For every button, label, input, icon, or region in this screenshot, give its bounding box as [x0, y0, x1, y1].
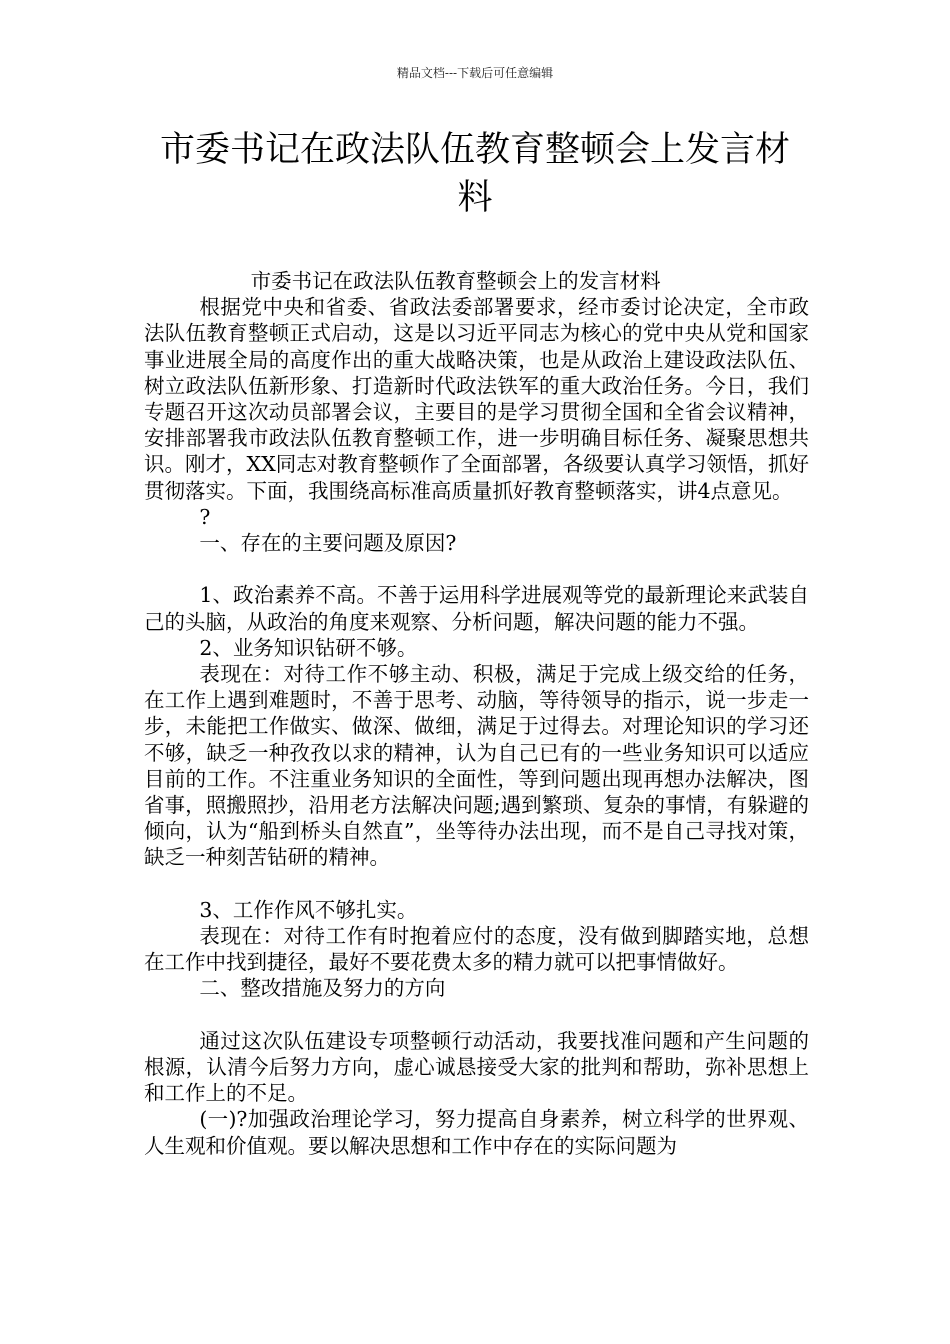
- paragraph-item-2-detail: 表现在：对待工作不够主动、积极，满足于完成上级交给的任务，在工作上遇到难题时，不善于思考、动脑，等待领导的指示，说一步走一步，未能把工作做实、做深、做细，满足于过得去。对理论知识的学习还不够，缺乏一种孜孜以求的精神，认为自己已有的一些业务知识可以适应目前的工作。不注重业务知识的全面性，等到问题出现再想办法解决，图省事，照搬照抄，沿用老方法解决问题;遇到繁琐、复杂的事情，有躲避的倾向，认为“船到桥头自然直”，坐等待办法出现，而不是自己寻找对策，缺乏一种刻苦钻研的精神。: [144, 662, 809, 870]
- paragraph-measure-1: (一)?加强政治理论学习，努力提高自身素养，树立科学的世界观、人生观和价值观。要以解决思想和工作中存在的实际问题为: [144, 1107, 809, 1158]
- paragraph-question-mark: ?: [199, 504, 211, 529]
- header-note: 精品文档---下载后可任意编辑: [396, 66, 554, 80]
- section-heading-measures: 二、整改措施及努力的方向: [199, 976, 446, 1001]
- paragraph-measures-intro: 通过这次队伍建设专项整顿行动活动，我要找准问题和产生问题的根源，认清今后努力方向，虚心诚恳接受大家的批判和帮助，弥补思想上和工作上的不足。: [144, 1028, 809, 1106]
- blank-line: [144, 871, 809, 897]
- paragraph-item-3: 3、工作作风不够扎实。: [199, 897, 418, 922]
- paragraph-item-1: 1、政治素养不高。不善于运用科学进展观等党的最新理论来武装自己的头脑，从政治的角度来观察、分析问题，解决问题的能力不强。: [144, 583, 809, 634]
- paragraph-item-3-detail: 表现在：对待工作有时抱着应付的态度，没有做到脚踏实地，总想在工作中找到捷径，最好不要花费太多的精力就可以把事情做好。: [144, 924, 809, 975]
- document-body: [144, 268, 809, 1159]
- paragraph-intro: 根据党中央和省委、省政法委部署要求，经市委讨论决定，全市政法队伍教育整顿正式启动，这是以习近平同志为核心的党中央从党和国家事业进展全局的高度作出的重大战略决策，也是从政治上建设政法队伍、树立政法队伍新形象、打造新时代政法铁军的重大政治任务。今日，我们专题召开这次动员部署会议，主要目的是学习贯彻全国和全省会议精神，安排部署我市政法队伍教育整顿工作，进一步明确目标任务、凝聚思想共识。刚才，XX同志对教育整顿作了全面部署，各级要认真学习领悟，抓好贯彻落实。下面，我围绕高标准高质量抓好教育整顿落实，讲4点意见。: [144, 295, 809, 503]
- paragraph-item-2: 2、业务知识钻研不够。: [199, 635, 418, 660]
- document-subtitle: 市委书记在政法队伍教育整顿会上的发言材料: [250, 269, 661, 293]
- document-title: 市委书记在政法队伍教育整顿会上发言材料: [159, 130, 790, 218]
- blank-line: [144, 1002, 809, 1028]
- blank-line: [144, 556, 809, 582]
- section-heading-problems: 一、存在的主要问题及原因?: [199, 531, 457, 556]
